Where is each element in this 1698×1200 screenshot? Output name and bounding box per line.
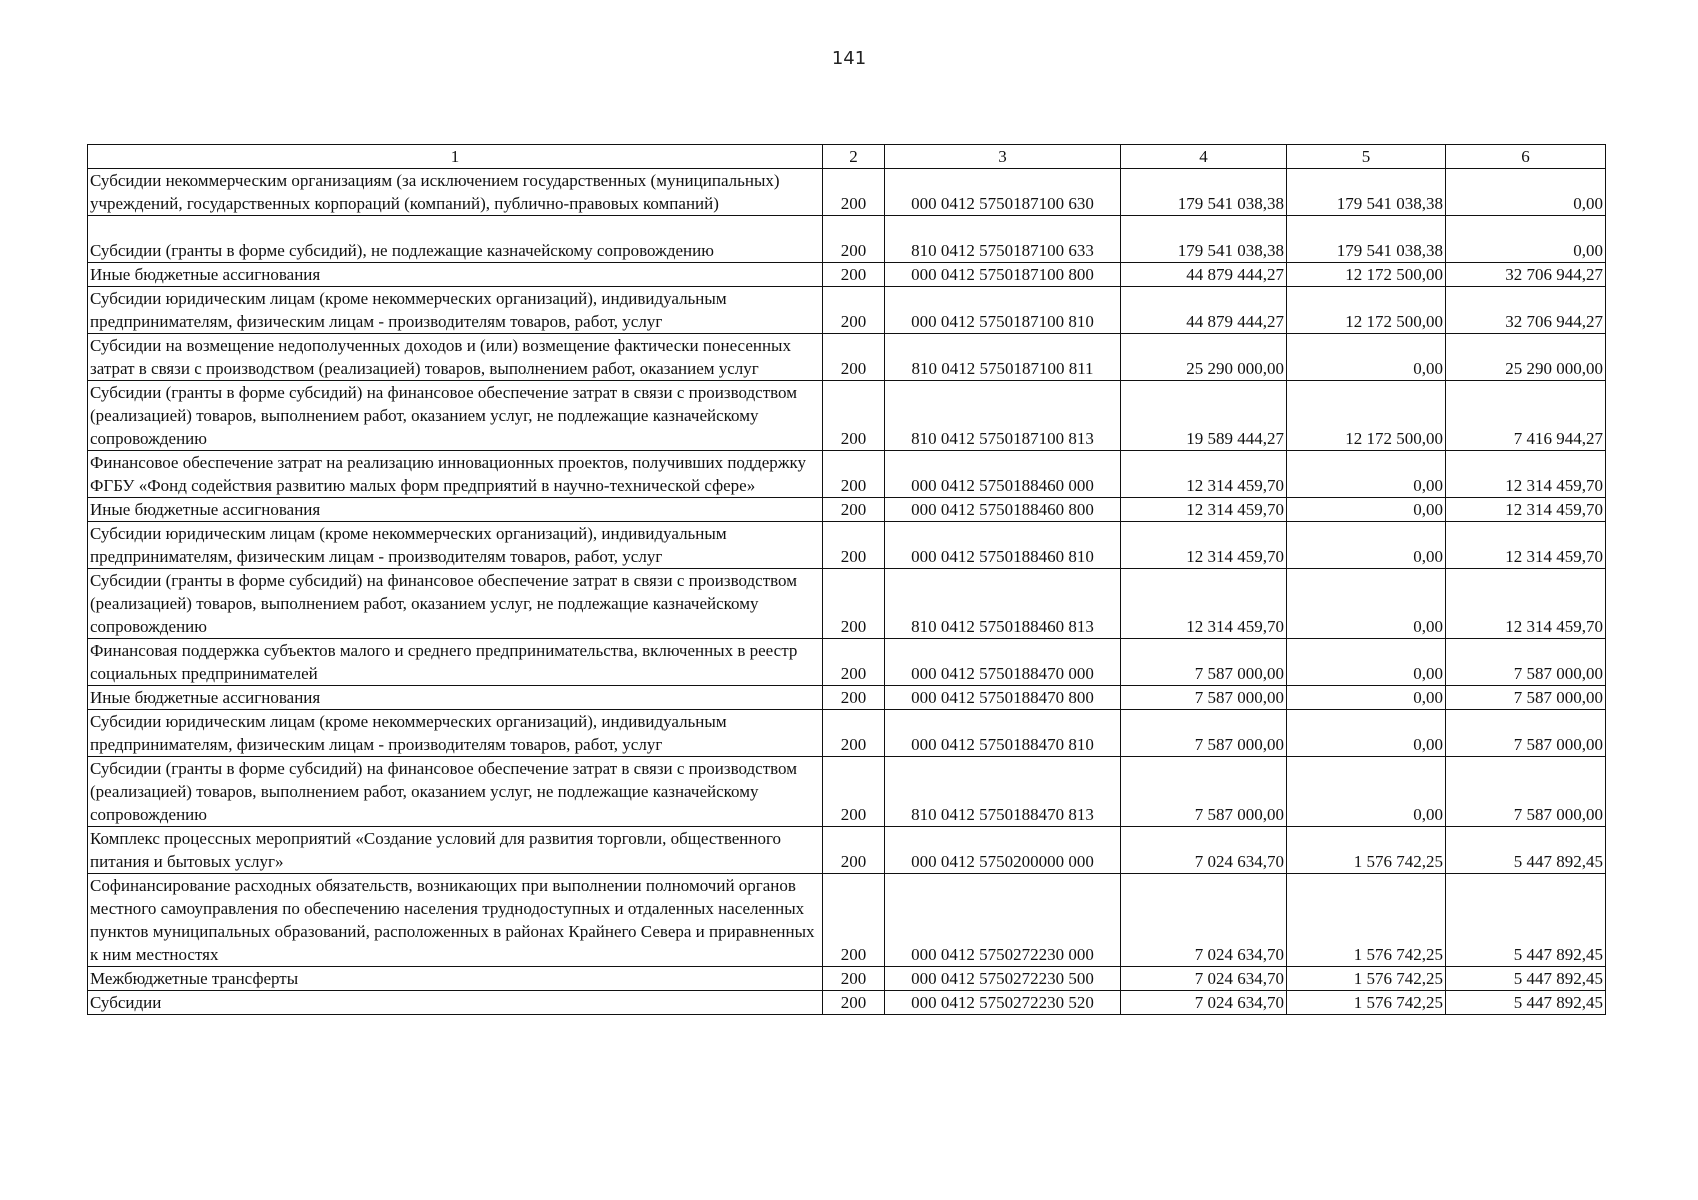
row-code-cell: 200 [823,757,885,827]
row-code-cell: 200 [823,639,885,686]
row-code-cell: 200 [823,569,885,639]
row-kbk-cell: 000 0412 5750188470 000 [885,639,1121,686]
row-col6-cell: 7 587 000,00 [1446,639,1606,686]
row-col4-cell: 7 024 634,70 [1121,827,1287,874]
row-col5-cell: 1 576 742,25 [1287,827,1446,874]
row-col6-cell: 5 447 892,45 [1446,991,1606,1015]
row-kbk-cell: 810 0412 5750188460 813 [885,569,1121,639]
row-kbk-cell: 000 0412 5750188460 800 [885,498,1121,522]
row-code-cell: 200 [823,216,885,263]
row-col4-cell: 12 314 459,70 [1121,498,1287,522]
row-col6-cell: 12 314 459,70 [1446,498,1606,522]
row-col4-cell: 25 290 000,00 [1121,334,1287,381]
table-row [88,991,1606,1015]
row-code-cell: 200 [823,287,885,334]
table-row [88,827,1606,874]
row-name-cell: Субсидии юридическим лицам (кроме некоммерческих организаций), индивидуальным предпринимателям, физическим лицам - производителям товаров, работ, услуг [88,522,823,569]
row-name-cell: Субсидии (гранты в форме субсидий) на финансовое обеспечение затрат в связи с производством (реализацией) товаров, выполнением работ, оказанием услуг, не подлежащие казначейскому сопровождению [88,757,823,827]
row-code-cell: 200 [823,991,885,1015]
row-col5-cell: 179 541 038,38 [1287,169,1446,216]
row-name-cell: Субсидии (гранты в форме субсидий), не подлежащие казначейскому сопровождению [88,216,823,263]
table-row [88,498,1606,522]
row-col6-cell: 0,00 [1446,216,1606,263]
row-kbk-cell: 000 0412 5750188460 810 [885,522,1121,569]
row-code-cell: 200 [823,451,885,498]
row-col4-cell: 12 314 459,70 [1121,451,1287,498]
row-code-cell: 200 [823,169,885,216]
row-code-cell: 200 [823,381,885,451]
row-kbk-cell: 000 0412 5750200000 000 [885,827,1121,874]
row-name-cell: Субсидии юридическим лицам (кроме некоммерческих организаций), индивидуальным предпринимателям, физическим лицам - производителям товаров, работ, услуг [88,287,823,334]
table-row [88,757,1606,827]
row-name-cell: Иные бюджетные ассигнования [88,498,823,522]
row-col5-cell: 0,00 [1287,334,1446,381]
row-col4-cell: 7 024 634,70 [1121,874,1287,967]
table-row [88,522,1606,569]
row-col5-cell: 0,00 [1287,757,1446,827]
row-col4-cell: 179 541 038,38 [1121,169,1287,216]
table-row [88,967,1606,991]
table-row [88,451,1606,498]
row-col6-cell: 7 587 000,00 [1446,710,1606,757]
row-col5-cell: 0,00 [1287,639,1446,686]
row-col6-cell: 12 314 459,70 [1446,451,1606,498]
row-name-cell: Комплекс процессных мероприятий «Создание условий для развития торговли, общественного питания и бытовых услуг» [88,827,823,874]
row-col5-cell: 12 172 500,00 [1287,287,1446,334]
column-header: 2 [823,145,885,169]
row-code-cell: 200 [823,498,885,522]
column-header: 1 [88,145,823,169]
table-row [88,639,1606,686]
table-row [88,263,1606,287]
row-col4-cell: 44 879 444,27 [1121,263,1287,287]
row-col6-cell: 5 447 892,45 [1446,827,1606,874]
column-header: 5 [1287,145,1446,169]
row-col6-cell: 32 706 944,27 [1446,287,1606,334]
row-kbk-cell: 000 0412 5750272230 520 [885,991,1121,1015]
row-kbk-cell: 000 0412 5750188470 810 [885,710,1121,757]
row-code-cell: 200 [823,263,885,287]
column-header: 4 [1121,145,1287,169]
table-header-row [88,145,1606,169]
table-row [88,334,1606,381]
row-kbk-cell: 000 0412 5750187100 630 [885,169,1121,216]
row-kbk-cell: 000 0412 5750187100 810 [885,287,1121,334]
row-code-cell: 200 [823,827,885,874]
row-col6-cell: 7 587 000,00 [1446,686,1606,710]
row-col4-cell: 7 587 000,00 [1121,686,1287,710]
row-col6-cell: 25 290 000,00 [1446,334,1606,381]
row-col6-cell: 5 447 892,45 [1446,874,1606,967]
row-col5-cell: 1 576 742,25 [1287,991,1446,1015]
row-col4-cell: 7 587 000,00 [1121,710,1287,757]
row-col4-cell: 7 587 000,00 [1121,757,1287,827]
row-kbk-cell: 810 0412 5750188470 813 [885,757,1121,827]
row-col5-cell: 12 172 500,00 [1287,263,1446,287]
row-col4-cell: 7 024 634,70 [1121,991,1287,1015]
row-col6-cell: 5 447 892,45 [1446,967,1606,991]
row-kbk-cell: 000 0412 5750272230 000 [885,874,1121,967]
row-name-cell: Субсидии на возмещение недополученных доходов и (или) возмещение фактически понесенных затрат в связи с производством (реализацией) товаров, выполнением работ, оказанием услуг [88,334,823,381]
row-code-cell: 200 [823,334,885,381]
row-name-cell: Субсидии некоммерческим организациям (за исключением государственных (муниципальных) учреждений, государственных корпораций (компаний), публично-правовых компаний) [88,169,823,216]
table-row [88,381,1606,451]
row-name-cell: Иные бюджетные ассигнования [88,263,823,287]
row-col4-cell: 12 314 459,70 [1121,569,1287,639]
row-kbk-cell: 810 0412 5750187100 813 [885,381,1121,451]
row-name-cell: Финансовая поддержка субъектов малого и среднего предпринимательства, включенных в реестр социальных предпринимателей [88,639,823,686]
row-col5-cell: 1 576 742,25 [1287,874,1446,967]
row-col5-cell: 0,00 [1287,710,1446,757]
row-kbk-cell: 000 0412 5750188460 000 [885,451,1121,498]
row-col6-cell: 12 314 459,70 [1446,522,1606,569]
row-col6-cell: 7 587 000,00 [1446,757,1606,827]
row-code-cell: 200 [823,522,885,569]
table-row [88,287,1606,334]
row-code-cell: 200 [823,874,885,967]
row-col5-cell: 0,00 [1287,569,1446,639]
row-code-cell: 200 [823,686,885,710]
row-code-cell: 200 [823,967,885,991]
table-row [88,686,1606,710]
row-col4-cell: 12 314 459,70 [1121,522,1287,569]
row-col5-cell: 1 576 742,25 [1287,967,1446,991]
row-name-cell: Субсидии (гранты в форме субсидий) на финансовое обеспечение затрат в связи с производством (реализацией) товаров, выполнением работ, оказанием услуг, не подлежащие казначейскому сопровождению [88,569,823,639]
column-header: 6 [1446,145,1606,169]
table-row [88,216,1606,263]
row-name-cell: Иные бюджетные ассигнования [88,686,823,710]
row-col4-cell: 7 024 634,70 [1121,967,1287,991]
row-col4-cell: 179 541 038,38 [1121,216,1287,263]
row-code-cell: 200 [823,710,885,757]
row-kbk-cell: 810 0412 5750187100 633 [885,216,1121,263]
row-col4-cell: 19 589 444,27 [1121,381,1287,451]
row-name-cell: Софинансирование расходных обязательств, возникающих при выполнении полномочий органов местного самоуправления по обеспечению населения труднодоступных и отдаленных населенных пунктов муниципальных образований, расположенных в районах Крайнего Севера и приравненных к ним местностях [88,874,823,967]
row-col5-cell: 0,00 [1287,686,1446,710]
row-name-cell: Межбюджетные трансферты [88,967,823,991]
row-col6-cell: 0,00 [1446,169,1606,216]
table-row [88,569,1606,639]
row-col5-cell: 179 541 038,38 [1287,216,1446,263]
row-col4-cell: 7 587 000,00 [1121,639,1287,686]
table-row [88,874,1606,967]
row-col5-cell: 12 172 500,00 [1287,381,1446,451]
column-header: 3 [885,145,1121,169]
table-row [88,710,1606,757]
row-col5-cell: 0,00 [1287,451,1446,498]
row-name-cell: Субсидии юридическим лицам (кроме некоммерческих организаций), индивидуальным предпринимателям, физическим лицам - производителям товаров, работ, услуг [88,710,823,757]
row-col5-cell: 0,00 [1287,498,1446,522]
row-name-cell: Субсидии [88,991,823,1015]
row-kbk-cell: 810 0412 5750187100 811 [885,334,1121,381]
row-name-cell: Субсидии (гранты в форме субсидий) на финансовое обеспечение затрат в связи с производством (реализацией) товаров, выполнением работ, оказанием услуг, не подлежащие казначейскому сопровождению [88,381,823,451]
row-col6-cell: 7 416 944,27 [1446,381,1606,451]
page-number: 141 [831,48,867,69]
row-kbk-cell: 000 0412 5750272230 500 [885,967,1121,991]
table-row [88,169,1606,216]
budget-table [87,144,1606,1015]
row-name-cell: Финансовое обеспечение затрат на реализацию инновационных проектов, получивших поддержку ФГБУ «Фонд содействия развитию малых форм предприятий в научно-технической сфере» [88,451,823,498]
row-col6-cell: 32 706 944,27 [1446,263,1606,287]
row-col4-cell: 44 879 444,27 [1121,287,1287,334]
row-kbk-cell: 000 0412 5750188470 800 [885,686,1121,710]
row-kbk-cell: 000 0412 5750187100 800 [885,263,1121,287]
row-col5-cell: 0,00 [1287,522,1446,569]
row-col6-cell: 12 314 459,70 [1446,569,1606,639]
